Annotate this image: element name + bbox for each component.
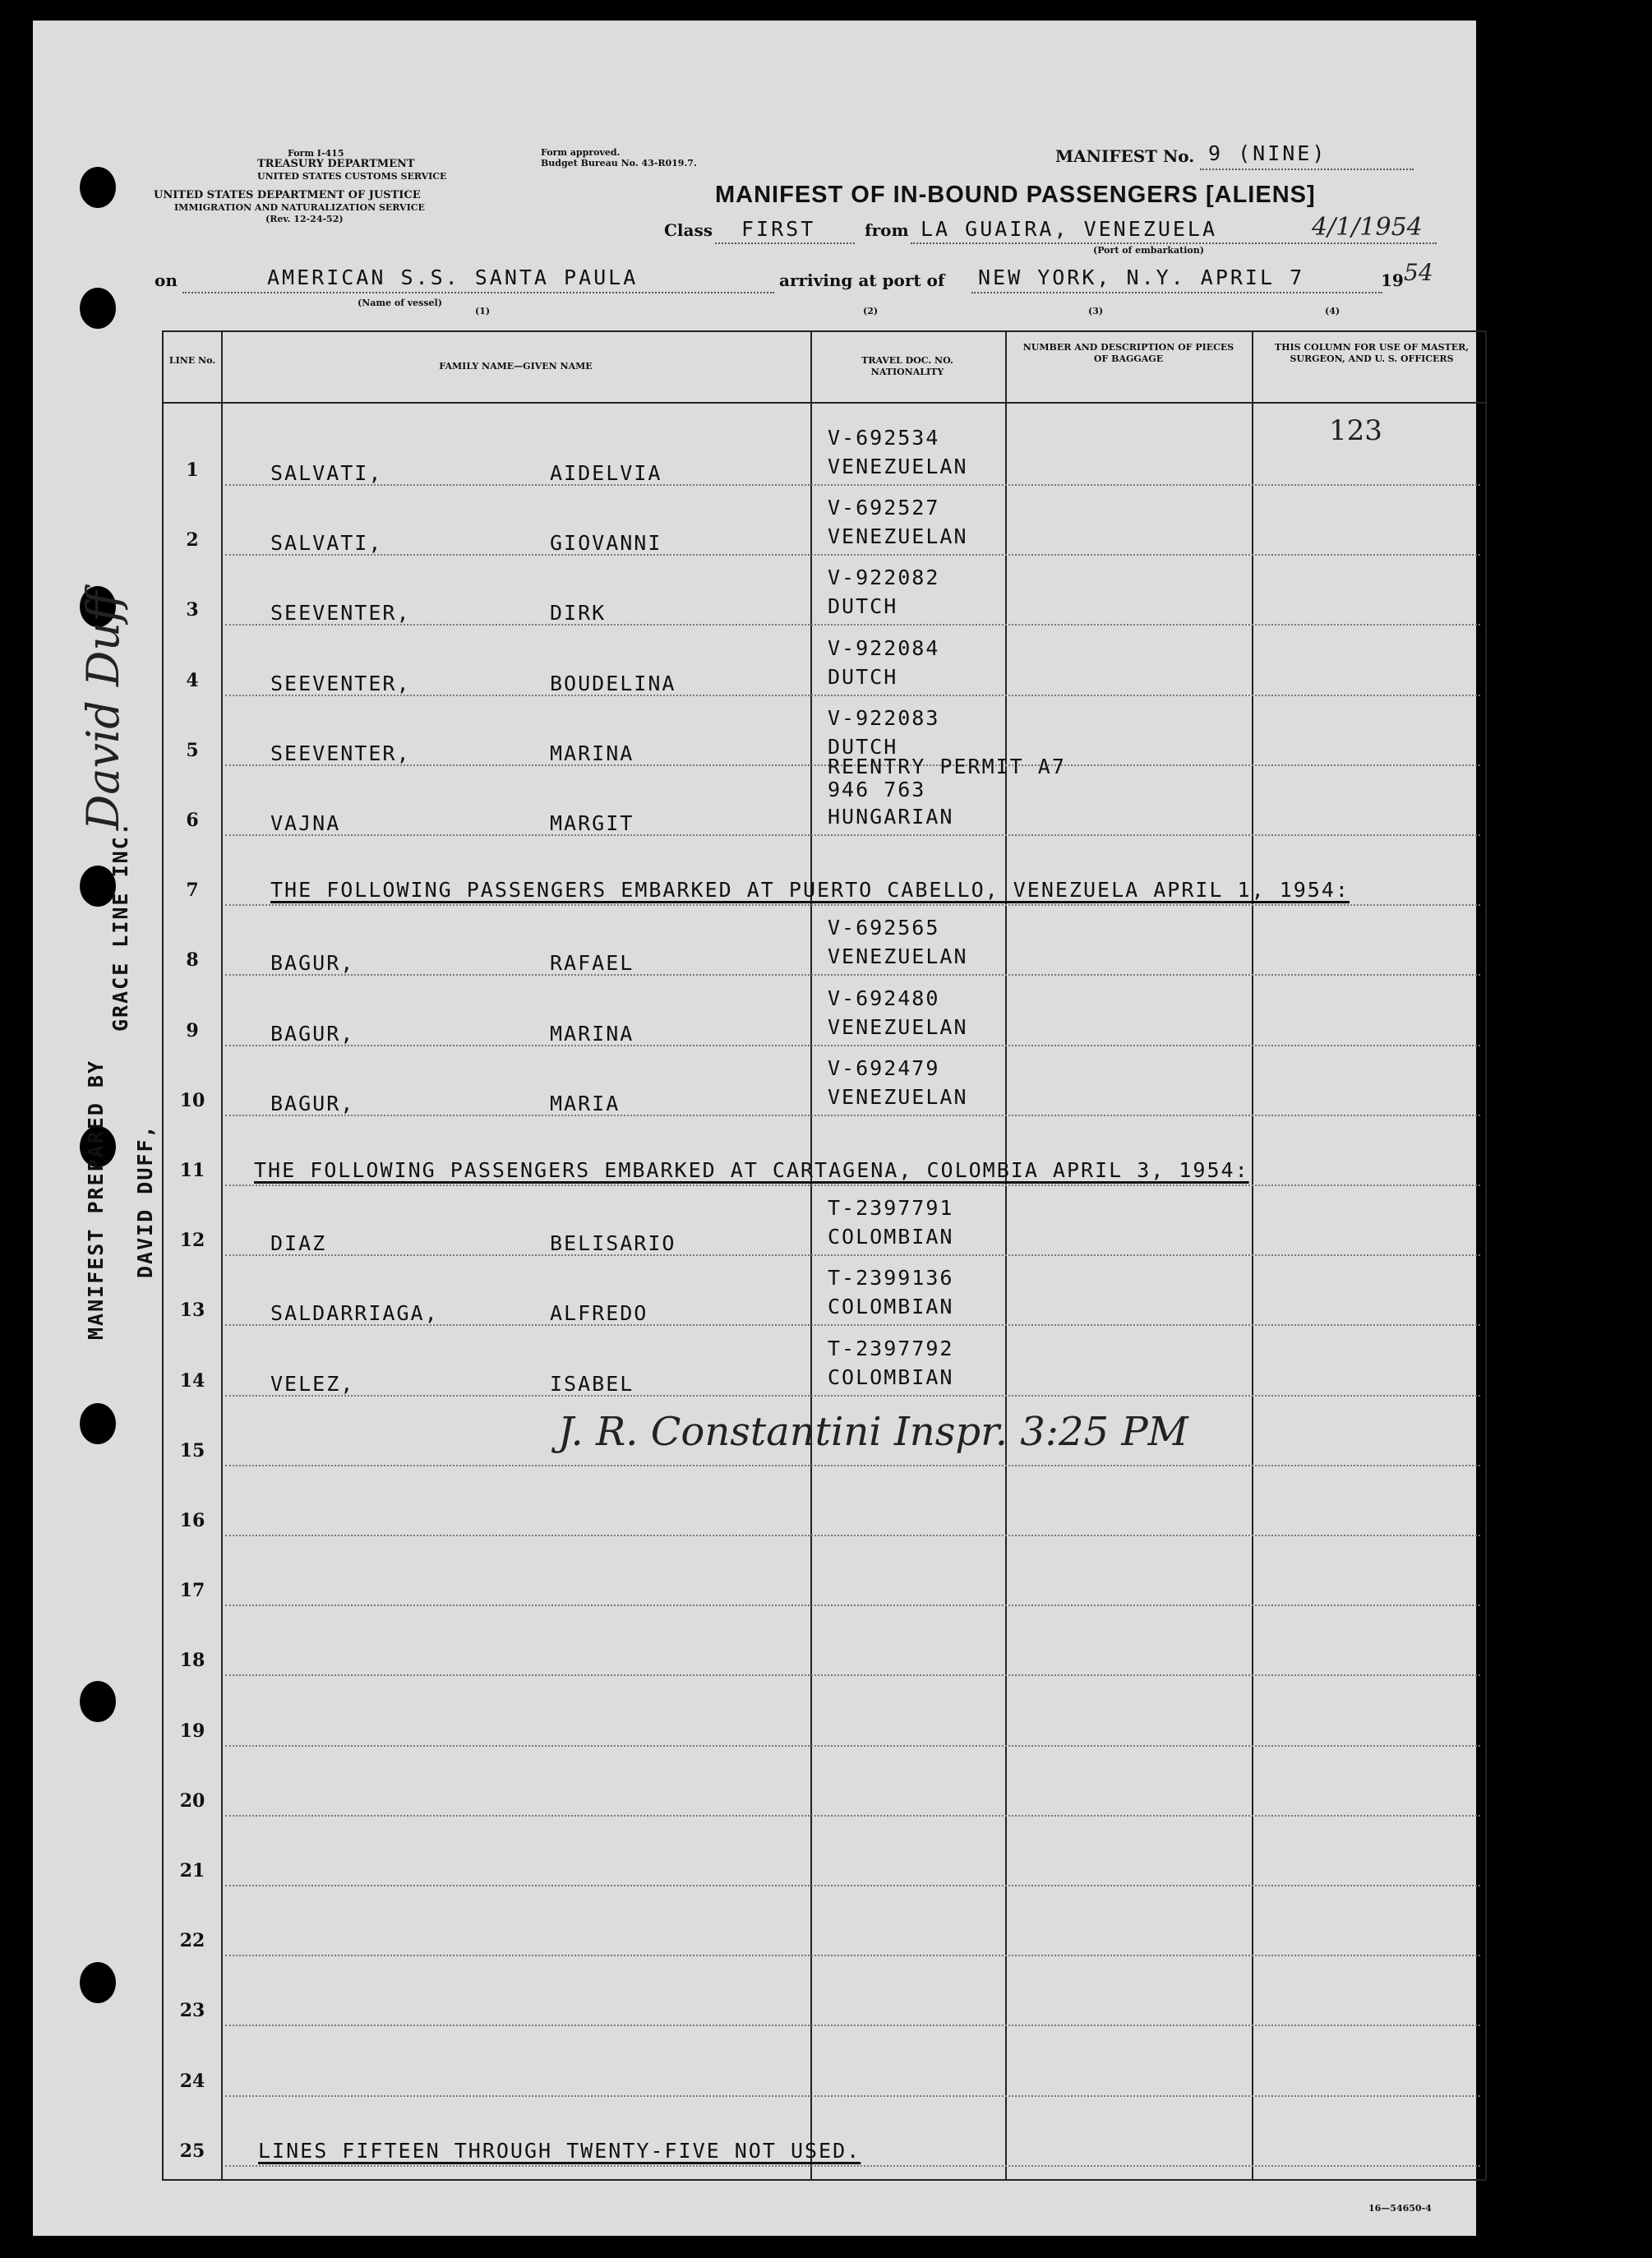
col-num-3: (3) <box>1088 306 1104 316</box>
row-number: 20 <box>179 1789 205 1812</box>
given-name: MARINA <box>550 1021 634 1046</box>
travel-doc-no: V-692534 <box>828 426 940 450</box>
row-number: 12 <box>179 1230 205 1252</box>
row-note: LINES FIFTEEN THROUGH TWENTY-FIVE NOT USED. <box>258 2138 861 2163</box>
row-number: 14 <box>179 1369 205 1392</box>
col-num-1: (1) <box>475 306 491 316</box>
row-number: 3 <box>186 599 199 621</box>
col-head-baggage: NUMBER AND DESCRIPTION OF PIECES OF BAGGAGE <box>1022 342 1234 364</box>
vessel-name: AMERICAN S.S. SANTA PAULA <box>267 266 639 289</box>
row-number: 25 <box>179 2140 205 2162</box>
family-name: SEEVENTER, <box>270 741 411 765</box>
justice-dept: UNITED STATES DEPARTMENT OF JUSTICE <box>154 189 421 201</box>
from-value: LA GUAIRA, VENEZUELA <box>921 217 1218 241</box>
from-date: 4/1/1954 <box>1312 213 1423 242</box>
class-label: Class <box>664 220 713 240</box>
given-name: MARIA <box>550 1091 621 1115</box>
travel-doc-no: V-692527 <box>828 496 940 520</box>
row-number: 21 <box>179 1860 205 1882</box>
manifest-no-value: 9 (NINE) <box>1208 141 1327 165</box>
arriving-value: NEW YORK, N.Y. APRIL 7 <box>978 266 1305 289</box>
punch-hole <box>80 1403 116 1444</box>
travel-doc-no: T-2397791 <box>828 1196 954 1221</box>
given-name: AIDELVIA <box>550 461 662 485</box>
nationality: COLOMBIAN <box>828 1225 954 1249</box>
given-name: GIOVANNI <box>550 531 662 556</box>
ins-service: IMMIGRATION AND NATURALIZATION SERVICE <box>174 202 425 213</box>
side-note-preparer: DAVID DUFF, <box>133 1124 157 1278</box>
arriving-label: arriving at port of <box>779 270 945 290</box>
footer-code: 16—54650-4 <box>1368 2203 1432 2214</box>
punch-hole <box>80 1681 116 1722</box>
customs-service: UNITED STATES CUSTOMS SERVICE <box>257 171 447 182</box>
form-number: Form I-415 <box>288 148 344 159</box>
given-name: BOUDELINA <box>550 671 676 695</box>
given-name: DIRK <box>550 601 607 626</box>
passenger-table <box>162 330 1487 2181</box>
treasury-dept: TREASURY DEPARTMENT <box>257 158 415 170</box>
punch-hole <box>80 1962 116 2003</box>
given-name: RAFAEL <box>550 951 634 976</box>
col-head-travel: TRAVEL DOC. NO. NATIONALITY <box>861 355 953 377</box>
row-number: 16 <box>179 1510 205 1531</box>
year-suffix: 54 <box>1404 259 1433 286</box>
revision: (Rev. 12-24-52) <box>265 214 344 224</box>
family-name: VAJNA <box>270 811 341 835</box>
nationality: COLOMBIAN <box>828 1295 954 1319</box>
inspector-signature: J. R. Constantini Inspr. 3:25 PM <box>558 1409 1188 1455</box>
manifest-page <box>33 21 1476 2236</box>
nationality: COLOMBIAN <box>828 1364 954 1389</box>
side-signature: David Duff <box>77 590 129 830</box>
on-label: on <box>155 270 178 290</box>
row-number: 19 <box>179 1720 205 1742</box>
family-name: SEEVENTER, <box>270 671 411 695</box>
year-prefix: 19 <box>1381 270 1404 290</box>
nationality: VENEZUELAN <box>828 455 968 478</box>
from-label: from <box>865 220 909 240</box>
col-head-line-no: LINE No. <box>168 355 216 366</box>
family-name: DIAZ <box>270 1231 327 1256</box>
travel-doc-no: V-692479 <box>828 1055 940 1080</box>
form-approved: Form approved. <box>541 147 621 158</box>
row-number: 9 <box>186 1019 199 1041</box>
port-caption: (Port of embarkation) <box>1093 245 1204 256</box>
row-number: 22 <box>179 1930 205 1952</box>
nationality: DUTCH <box>828 664 898 689</box>
col-head-name: FAMILY NAME—GIVEN NAME <box>439 361 593 372</box>
family-name: BAGUR, <box>270 1091 355 1115</box>
row-number: 4 <box>186 669 199 691</box>
row-number: 17 <box>179 1580 205 1602</box>
given-name: ALFREDO <box>550 1301 648 1326</box>
nationality: VENEZUELAN <box>828 524 968 549</box>
family-name: SALDARRIAGA, <box>270 1301 439 1326</box>
row-number: 24 <box>179 2070 205 2092</box>
row-number: 15 <box>179 1439 205 1461</box>
punch-hole <box>80 288 116 329</box>
row-number: 10 <box>179 1089 205 1111</box>
col-num-2: (2) <box>863 306 879 316</box>
punch-hole <box>80 167 116 208</box>
nationality: VENEZUELAN <box>828 1084 968 1109</box>
col-num-4: (4) <box>1325 306 1341 316</box>
side-note-prepared: MANIFEST PREPARED BY <box>84 1059 108 1340</box>
vessel-caption: (Name of vessel) <box>358 298 442 308</box>
row-number: 13 <box>179 1300 205 1322</box>
row-note: THE FOLLOWING PASSENGERS EMBARKED AT CARTAGENA, COLOMBIA APRIL 3, 1954: <box>254 1158 1249 1182</box>
class-value: FIRST <box>741 217 816 241</box>
given-name: ISABEL <box>550 1371 634 1396</box>
travel-doc-no: V-692480 <box>828 986 940 1010</box>
given-name: MARGIT <box>550 811 634 835</box>
manifest-title: MANIFEST OF IN-BOUND PASSENGERS [ALIENS] <box>715 182 1316 208</box>
row-note: THE FOLLOWING PASSENGERS EMBARKED AT PUERTO CABELLO, VENEZUELA APRIL 1, 1954: <box>270 878 1350 903</box>
family-name: BAGUR, <box>270 1021 355 1046</box>
given-name: BELISARIO <box>550 1231 676 1256</box>
manifest-no-label: MANIFEST No. <box>1055 146 1195 166</box>
row-number: 23 <box>179 2000 205 2022</box>
given-name: MARINA <box>550 741 634 765</box>
side-note-company: GRACE LINE INC. <box>108 821 132 1032</box>
travel-doc-no: REENTRY PERMIT A7 946 763 <box>828 755 1066 801</box>
row-number: 1 <box>186 459 199 481</box>
officer-number: 123 <box>1329 414 1382 447</box>
travel-doc-no: V-922083 <box>828 705 940 730</box>
family-name: SEEVENTER, <box>270 601 411 626</box>
row-number: 18 <box>179 1650 205 1672</box>
col-head-officers: THIS COLUMN FOR USE OF MASTER, SURGEON, AND U. S. OFFICERS <box>1274 342 1470 364</box>
family-name: VELEZ, <box>270 1371 355 1396</box>
nationality: DUTCH <box>828 594 898 619</box>
travel-doc-no: T-2399136 <box>828 1266 954 1291</box>
row-number: 2 <box>186 529 199 552</box>
row-number: 6 <box>186 810 199 831</box>
nationality: VENEZUELAN <box>828 1014 968 1039</box>
row-number: 11 <box>179 1160 205 1181</box>
row-number: 7 <box>186 880 199 902</box>
nationality: HUNGARIAN <box>828 805 954 829</box>
travel-doc-no: T-2397792 <box>828 1336 954 1360</box>
nationality: VENEZUELAN <box>828 944 968 969</box>
family-name: BAGUR, <box>270 951 355 976</box>
nationality: DUTCH <box>828 734 898 759</box>
travel-doc-no: V-692565 <box>828 916 940 940</box>
row-number: 5 <box>186 739 199 761</box>
family-name: SALVATI, <box>270 531 383 556</box>
row-number: 8 <box>186 949 199 972</box>
budget-bureau: Budget Bureau No. 43-R019.7. <box>541 158 697 169</box>
travel-doc-no: V-922082 <box>828 566 940 590</box>
family-name: SALVATI, <box>270 461 383 485</box>
travel-doc-no: V-922084 <box>828 635 940 660</box>
